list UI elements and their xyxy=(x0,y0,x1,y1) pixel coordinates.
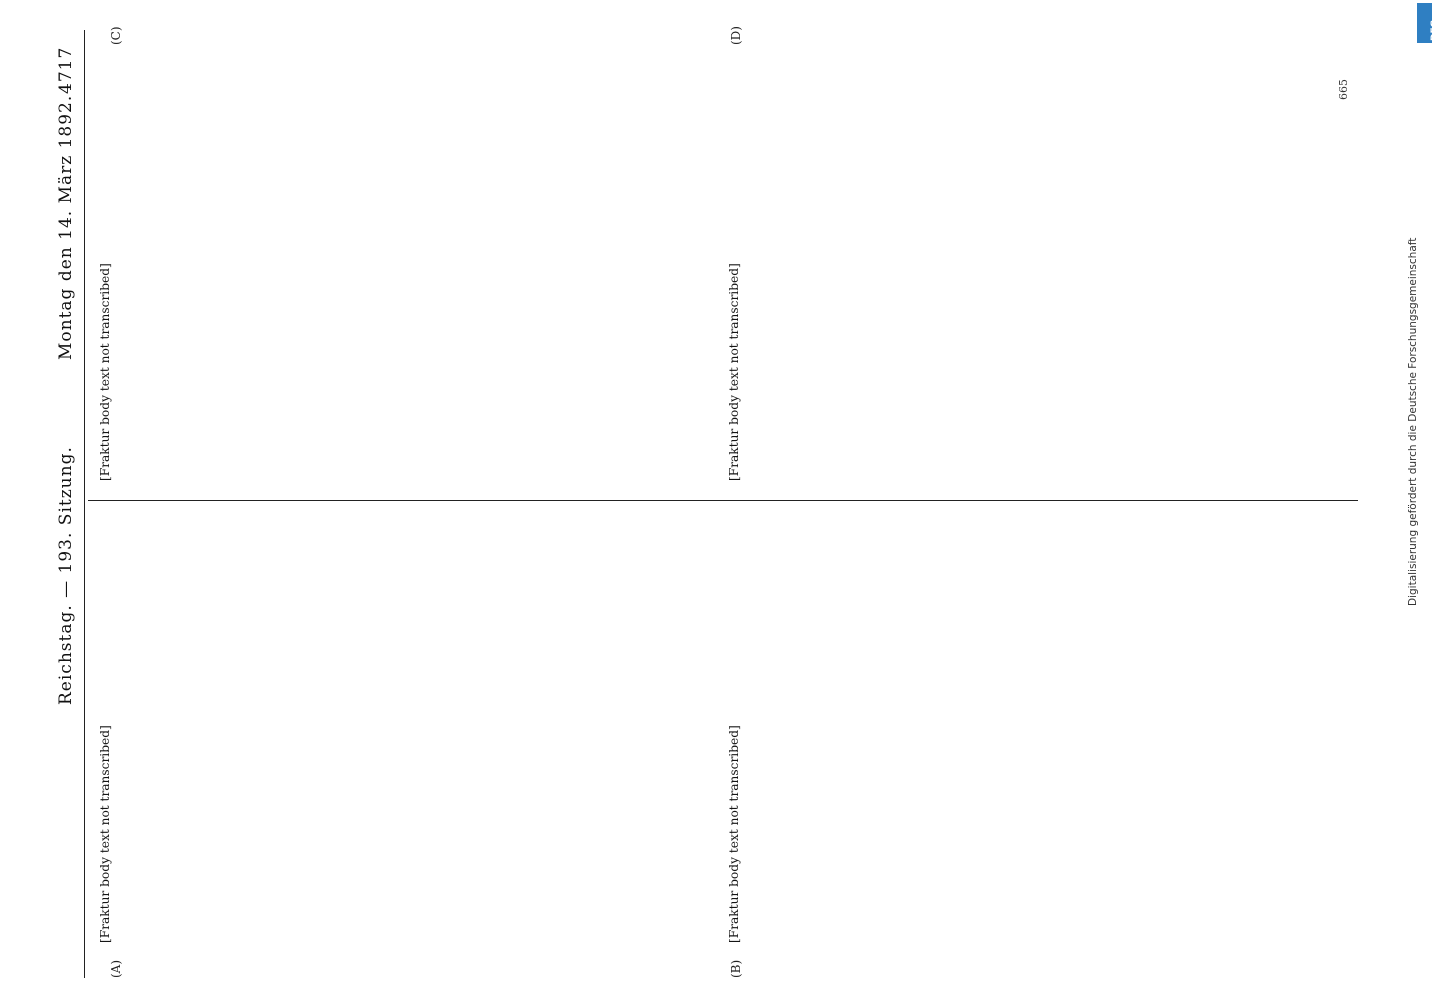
column-text xyxy=(96,507,115,957)
speaker-paragraph xyxy=(96,40,115,495)
column-text xyxy=(725,40,744,495)
header-rule xyxy=(84,30,85,978)
page-number: 4717 xyxy=(56,46,76,94)
body-column-right-lower xyxy=(725,40,1341,495)
speaker-paragraph xyxy=(725,507,744,957)
speaker-paragraph xyxy=(725,40,744,495)
speaker-paragraph xyxy=(96,507,115,957)
dfg-badge xyxy=(1417,3,1440,43)
column-separator xyxy=(88,500,1358,501)
column-text xyxy=(96,40,115,495)
body-column-left-lower xyxy=(725,507,1341,957)
margin-marker-b: (B) xyxy=(729,959,743,978)
speech-text: [Fraktur body text not transcribed] xyxy=(98,725,112,943)
column-text xyxy=(725,507,744,957)
digitization-footer: Digitalisierung gefördert durch die Deutsche Forschungsgemeinschaft xyxy=(1407,237,1419,606)
body-column-right-upper xyxy=(96,40,712,495)
dfg-badge-label: DFG xyxy=(1430,19,1440,41)
margin-marker-c: (C) xyxy=(109,26,123,45)
speech-text: [Fraktur body text not transcribed] xyxy=(98,263,112,481)
body-column-left-upper xyxy=(96,507,712,957)
speech-text: [Fraktur body text not transcribed] xyxy=(727,725,741,943)
printer-signature: 665 xyxy=(1337,79,1350,100)
margin-marker-a: (A) xyxy=(109,959,123,978)
running-header-left: Reichstag. — 193. Sitzung. xyxy=(56,446,76,705)
running-header-date: Montag den 14. März 1892. xyxy=(56,94,76,360)
margin-marker-d: (D) xyxy=(729,26,743,45)
speech-text: [Fraktur body text not transcribed] xyxy=(727,263,741,481)
